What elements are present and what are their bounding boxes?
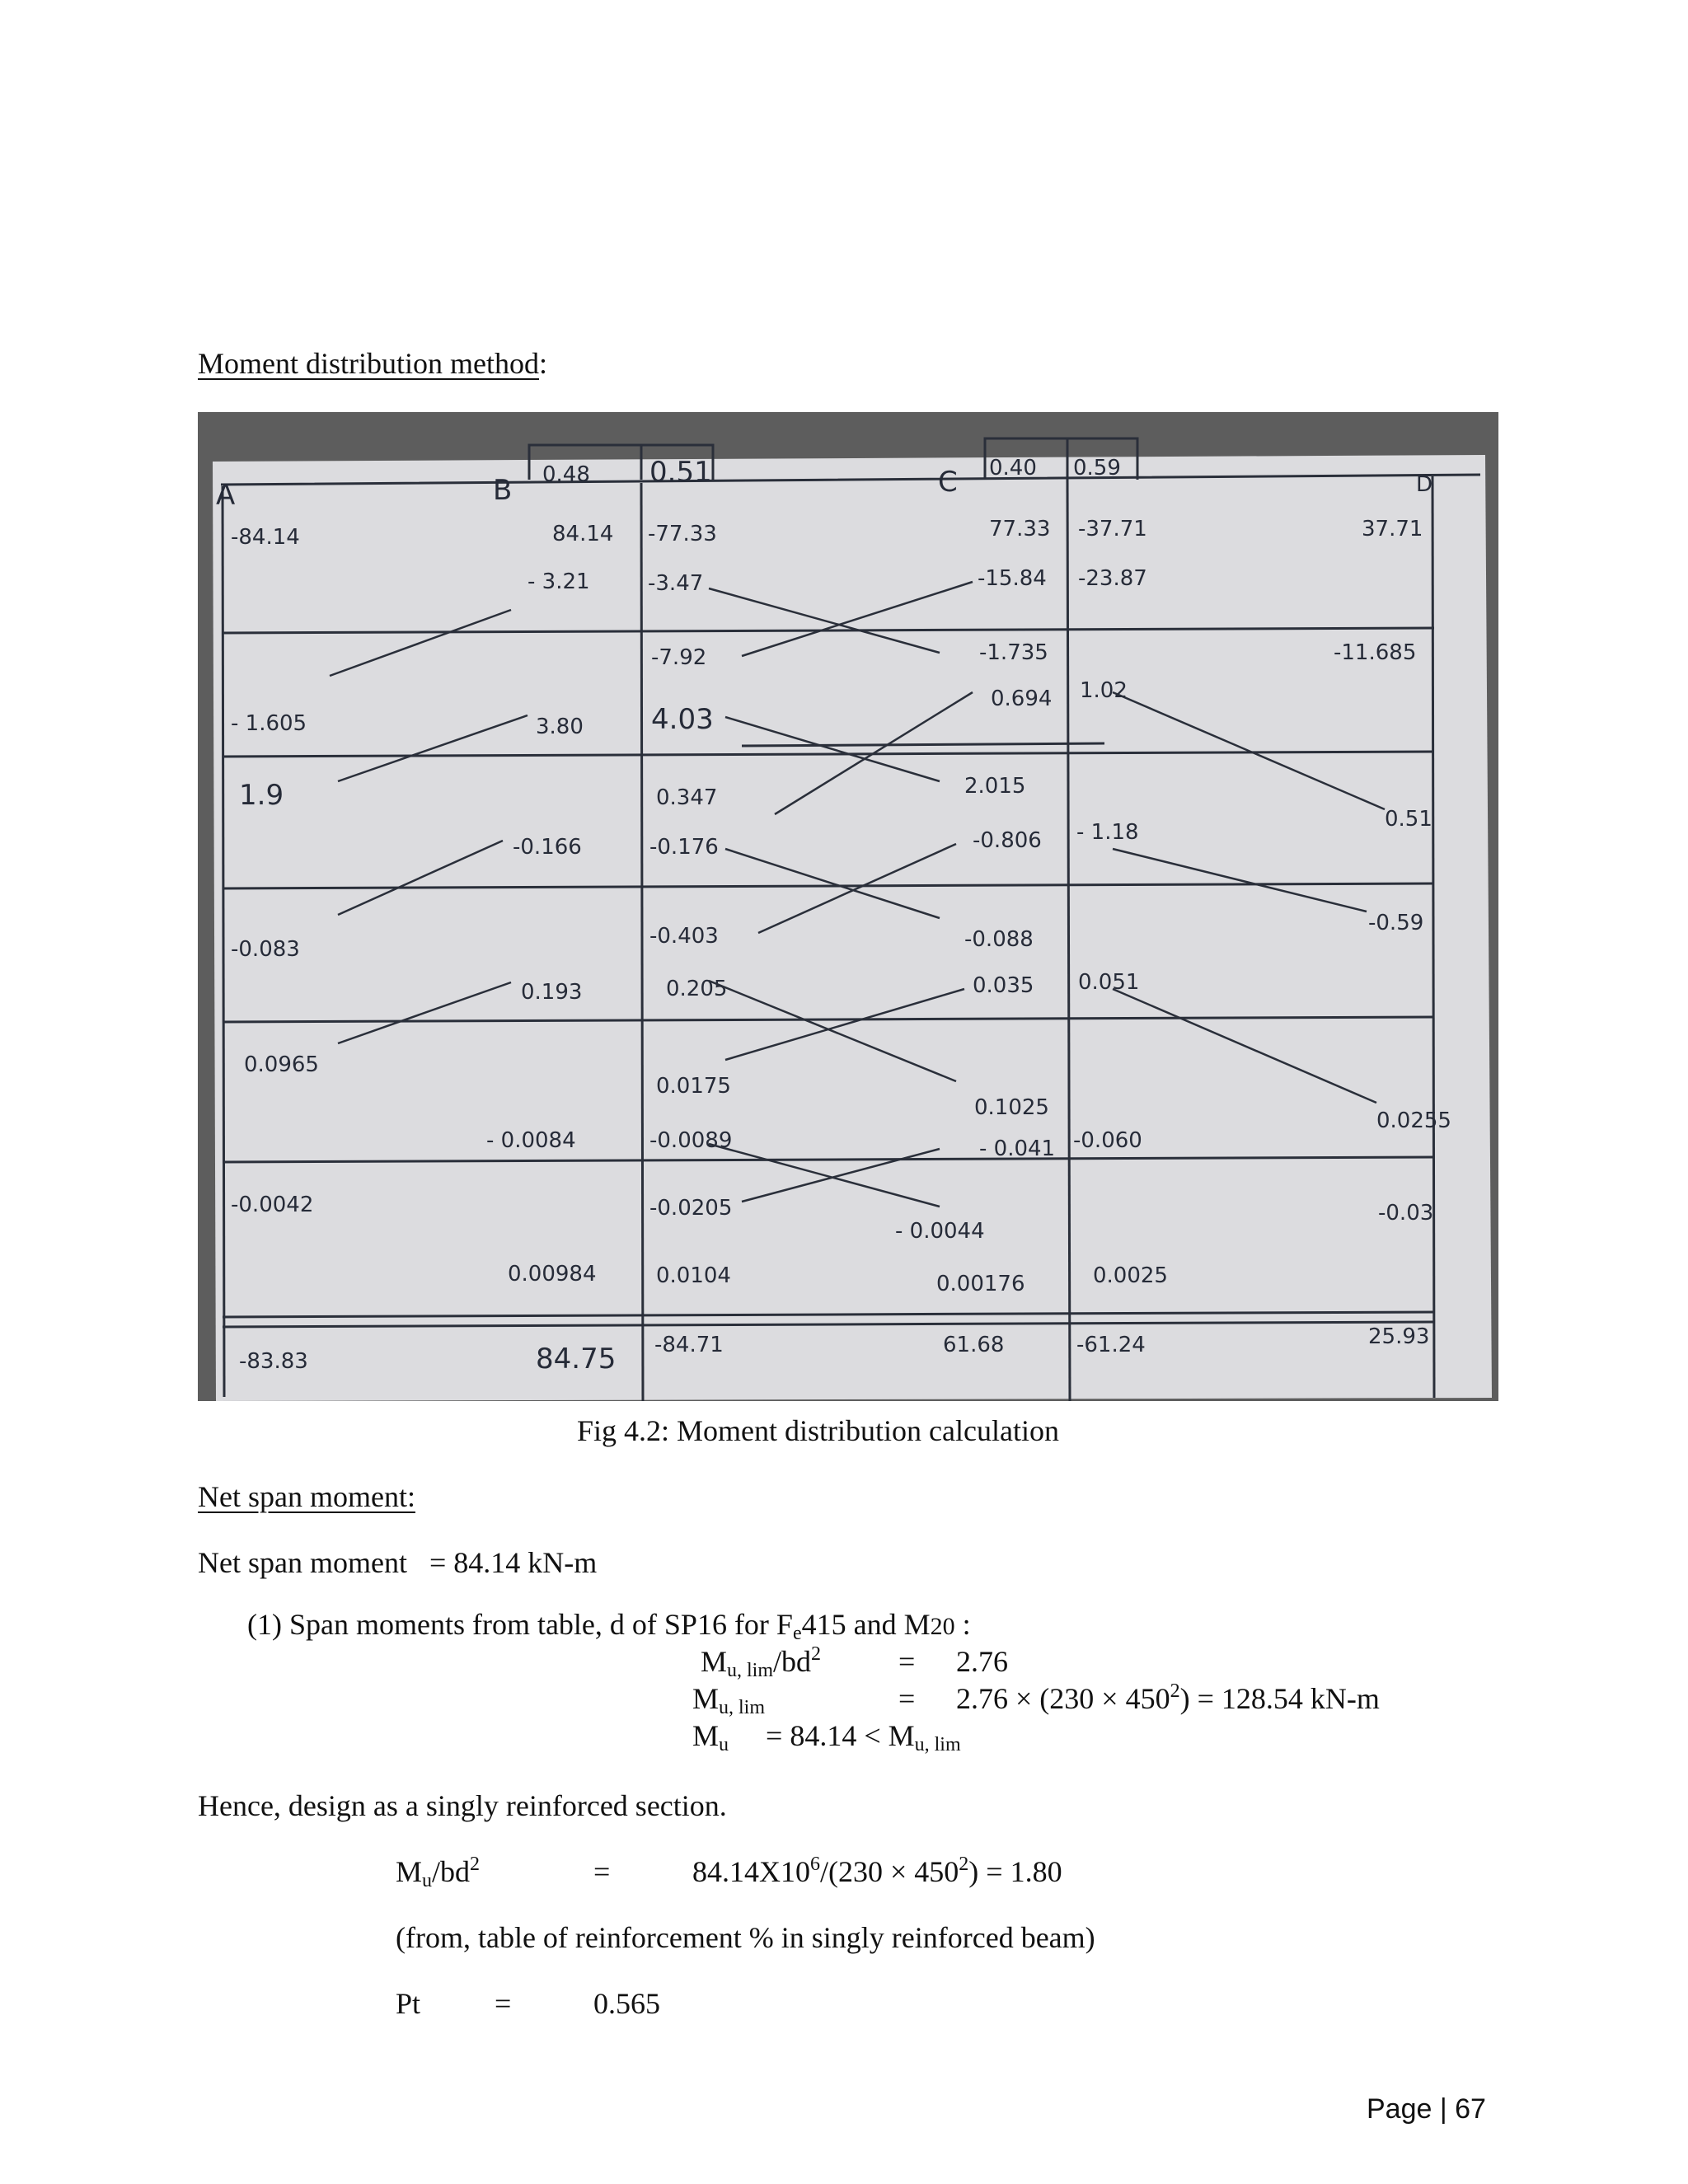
cell-r7-d: -0.59 (1368, 911, 1424, 935)
handwritten-table (198, 412, 1498, 1401)
eq2-rhs-b: ) = 128.54 kN-m (1179, 1682, 1380, 1715)
cell-r1-d: 37.71 (1362, 517, 1423, 541)
eq3-m: M (692, 1719, 720, 1752)
cell-r6-cl: -0.806 (973, 828, 1042, 853)
cell-r1-cr: -37.71 (1078, 517, 1147, 541)
cell-r9-cl: 0.1025 (974, 1095, 1049, 1120)
cell-r9-br: 0.0175 (656, 1074, 731, 1099)
eq1-rhs: 2.76 (956, 1645, 1008, 1678)
eq2-sub: u, lim (719, 1697, 766, 1718)
fe-sub: e (792, 1623, 802, 1644)
eq3-sub: u (719, 1734, 729, 1755)
cell-r6-br: -0.176 (649, 835, 719, 860)
cell-r12-cl: 0.00176 (936, 1272, 1025, 1296)
paper-sheet (213, 455, 1492, 1401)
calc-l3-lhs: Pt (396, 1987, 421, 2020)
cell-r4-cr: 1.02 (1080, 678, 1128, 703)
cell-r11-br: -0.0205 (649, 1196, 733, 1221)
cell-r12-br: 0.0104 (656, 1263, 731, 1288)
calc-tail: /bd (432, 1855, 471, 1888)
calc-sup: 2 (470, 1854, 481, 1875)
eq1-tail: /bd (773, 1645, 812, 1678)
cell-r9-a: 0.0965 (244, 1052, 319, 1077)
cell-r5-d: 0.51 (1385, 807, 1432, 832)
cell-r7-cl: -0.088 (964, 927, 1034, 952)
calc-l3-eq: = (495, 1987, 512, 2020)
df-b-right: 0.51 (649, 456, 712, 489)
eq3-sub2: u, lim (914, 1734, 961, 1755)
cell-r10-br: -0.0089 (649, 1128, 733, 1153)
cell-r4-a: - 1.605 (231, 711, 307, 736)
calc-rhs-sup2: 2 (959, 1854, 969, 1875)
df-c-left: 0.40 (989, 456, 1037, 480)
calc-rhs-c: ) = 1.80 (968, 1855, 1062, 1888)
cell-r2-bl: - 3.21 (528, 569, 590, 594)
section-heading (198, 346, 547, 381)
cell-r2-br: -3.47 (648, 571, 704, 596)
left-border (223, 486, 224, 1397)
step1-intro (247, 1607, 971, 1645)
calc-l1-lhs (396, 1854, 480, 1892)
calc-l3-rhs: 0.565 (593, 1987, 660, 2020)
cell-r9-d: 0.0255 (1376, 1108, 1451, 1133)
cell-r1-bl: 84.14 (552, 522, 614, 546)
cell-r3-cl: -1.735 (979, 640, 1048, 665)
cell-r10-cr: -0.060 (1073, 1128, 1142, 1153)
cell-r8-cl: 0.035 (973, 973, 1034, 998)
cell-r4-cl: 0.694 (991, 687, 1053, 711)
step1-intro-colon: : (954, 1608, 971, 1641)
hence-line: Hence, design as a singly reinforced section. (198, 1789, 727, 1822)
cell-r1-br: -77.33 (648, 522, 717, 546)
cell-r2-cr: -23.87 (1078, 566, 1147, 591)
cell-r5-br: 0.347 (656, 785, 718, 810)
cell-r7-a: -0.083 (231, 937, 300, 962)
page-number: Page | 67 (1367, 2093, 1486, 2125)
cell-r8-cr: 0.051 (1078, 970, 1140, 995)
heading-text: Moment distribution method (198, 347, 539, 380)
cell-r8-bl: 0.193 (521, 980, 583, 1005)
cell-r7-br: -0.403 (649, 924, 719, 949)
joint-d: D (1416, 472, 1433, 497)
eq2-rhs-a: 2.76 × (230 × 450 (956, 1682, 1170, 1715)
calc-sub: u (422, 1870, 433, 1891)
right-border (1432, 476, 1434, 1398)
cell-r12-cr: 0.0025 (1093, 1263, 1168, 1288)
heading-colon: : (538, 347, 547, 380)
eq3-mid: = 84.14 < M (766, 1719, 915, 1752)
calc-m: M (396, 1855, 423, 1888)
cell-r3-d: -11.685 (1334, 640, 1417, 665)
calc-rhs-sup1: 6 (810, 1854, 820, 1875)
cell-r12-bl: 0.00984 (508, 1262, 597, 1286)
joint-b: B (493, 474, 513, 507)
cell-r1-cl: 77.33 (989, 517, 1051, 541)
eq1-eq: = (898, 1645, 916, 1678)
step1-intro-text-b: 415 and M (801, 1608, 931, 1641)
eq2-lhs (692, 1681, 765, 1719)
eq2-m: M (692, 1682, 720, 1715)
net-span-value: = 84.14 kN-m (429, 1546, 598, 1579)
cell-final-a: -83.83 (239, 1349, 308, 1374)
df-c-right: 0.59 (1073, 456, 1121, 480)
cell-r11-d: -0.03 (1378, 1201, 1434, 1226)
cell-r4-bl: 3.80 (536, 715, 584, 739)
cell-r2-cl: -15.84 (978, 566, 1047, 591)
eq2-rhs (956, 1681, 1380, 1716)
cell-r8-br: 0.205 (666, 977, 728, 1001)
eq2-eq: = (898, 1682, 916, 1715)
cell-r11-cl: - 0.0044 (895, 1219, 985, 1244)
eq2-sup: 2 (1170, 1680, 1180, 1702)
figure-caption: Fig 4.2: Moment distribution calculation (577, 1414, 1059, 1447)
cell-r10-bl: - 0.0084 (486, 1128, 576, 1153)
cell-final-bl: 84.75 (536, 1343, 617, 1376)
cell-r10-cl: - 0.041 (979, 1137, 1056, 1161)
cell-final-cl: 61.68 (943, 1333, 1005, 1357)
joint-c: C (938, 466, 958, 499)
eq1-lhs (701, 1644, 821, 1682)
cell-r5-a: 1.9 (239, 779, 284, 812)
cell-r6-cr: - 1.18 (1076, 820, 1139, 845)
calc-rhs-a: 84.14X10 (692, 1855, 810, 1888)
net-span-line (198, 1545, 597, 1580)
m20-sub: 20 (930, 1613, 955, 1640)
eq1-m: M (701, 1645, 728, 1678)
step1-intro-text: (1) Span moments from table, d of SP16 for F (247, 1608, 793, 1641)
cell-r4-br: 4.03 (651, 703, 714, 736)
calc-l1-rhs (692, 1854, 1062, 1889)
calc-l1-eq: = (593, 1855, 611, 1888)
cell-final-br: -84.71 (654, 1333, 724, 1357)
cell-r11-a: -0.0042 (231, 1193, 314, 1217)
cell-final-cr: -61.24 (1076, 1333, 1146, 1357)
calc-rhs-b: /(230 × 450 (820, 1855, 959, 1888)
joint-a: A (216, 479, 236, 512)
net-span-heading: Net span moment: (198, 1480, 415, 1513)
cell-r1-a: -84.14 (231, 525, 300, 550)
net-span-label: Net span moment (198, 1546, 407, 1579)
divider-b (641, 483, 643, 1401)
df-b-left: 0.48 (542, 462, 590, 487)
moment-distribution-photo (198, 412, 1498, 1401)
eq3 (692, 1718, 961, 1756)
cell-final-d: 25.93 (1368, 1324, 1430, 1349)
cell-r5-cl: 2.015 (964, 774, 1026, 799)
calc-l2: (from, table of reinforcement % in singly reinforced beam) (396, 1921, 1095, 1954)
cell-r3-br: -7.92 (651, 645, 707, 670)
cell-r6-bl: -0.166 (513, 835, 582, 860)
eq1-sup: 2 (811, 1643, 822, 1665)
eq1-sub: u, lim (727, 1660, 774, 1681)
